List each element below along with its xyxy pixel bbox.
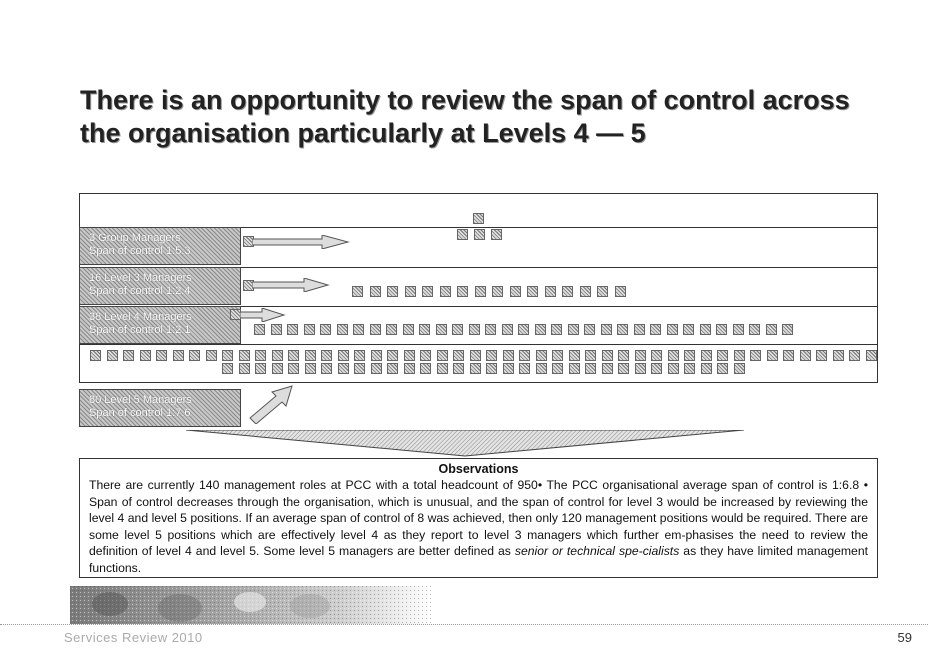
level-name: 80 Level 5 Managers: [89, 394, 192, 406]
level-5-manager-square: [321, 350, 332, 361]
level-5-manager-square: [701, 350, 712, 361]
level-name: 16 Level 3 Managers: [89, 272, 192, 284]
level-5-manager-square: [420, 363, 431, 374]
arrow-right-icon: [252, 235, 352, 249]
level-4-manager-square: [601, 324, 612, 335]
level-5-manager-square: [222, 350, 233, 361]
level-5-manager-square: [404, 363, 415, 374]
level-5-manager-square: [833, 350, 844, 361]
level-5-manager-square: [503, 350, 514, 361]
level-4-manager-square: [568, 324, 579, 335]
level-3-manager-square: [387, 286, 398, 297]
level-3-manager-square: [545, 286, 556, 297]
level-5-manager-square: [750, 350, 761, 361]
level-4-manager-square: [700, 324, 711, 335]
level-5-manager-square: [569, 350, 580, 361]
level-4-manager-square: [535, 324, 546, 335]
level-name: 3 Group Managers: [89, 232, 181, 244]
level-5-manager-square: [552, 363, 563, 374]
level-5-manager-square: [321, 363, 332, 374]
level-5-manager-square: [437, 350, 448, 361]
level-5-manager-square: [107, 350, 118, 361]
level-5-manager-square: [420, 350, 431, 361]
level-3-manager-square: [352, 286, 363, 297]
arrow-right-icon: [252, 278, 332, 292]
level-4-manager-square: [766, 324, 777, 335]
level-4-manager-square: [452, 324, 463, 335]
manager-square: [473, 213, 484, 224]
level-5-manager-square: [453, 363, 464, 374]
footer-label: Services Review 2010: [64, 630, 203, 645]
level-4-manager-square: [320, 324, 331, 335]
level-5-manager-square: [816, 350, 827, 361]
level-5-manager-square: [123, 350, 134, 361]
level-4-manager-square: [254, 324, 265, 335]
observations-tail: as they have limited management functions.: [89, 544, 868, 575]
level-5-manager-square: [470, 363, 481, 374]
level-5-manager-square: [437, 363, 448, 374]
group-manager-square: [474, 229, 485, 240]
level-5-manager-square: [717, 363, 728, 374]
page-number: 59: [897, 630, 912, 645]
level-3-manager-square: [457, 286, 468, 297]
level-4-manager-square: [782, 324, 793, 335]
level-5-manager-square: [684, 363, 695, 374]
observations-heading: Observations: [438, 462, 519, 476]
level-box-level-5: [79, 389, 241, 427]
level-3-manager-square: [492, 286, 503, 297]
level-5-manager-square: [453, 350, 464, 361]
level-5-manager-square: [222, 363, 233, 374]
level-5-manager-square: [470, 350, 481, 361]
arrow-up-right-icon: [246, 384, 296, 424]
level-5-manager-square: [651, 363, 662, 374]
level-4-manager-square: [667, 324, 678, 335]
level-5-manager-square: [684, 350, 695, 361]
level-3-manager-square: [405, 286, 416, 297]
observations-box: [79, 458, 878, 578]
level-5-manager-square: [635, 363, 646, 374]
level-4-manager-square: [337, 324, 348, 335]
level-5-manager-square: [338, 363, 349, 374]
group-manager-square: [491, 229, 502, 240]
level-4-manager-square: [485, 324, 496, 335]
level-3-manager-square: [475, 286, 486, 297]
level-5-manager-square: [618, 363, 629, 374]
observations-body: There are currently 140 management roles at PCC with a total headcount of 950• The PCC organisational average span of control is 1:6.8 • Span of control decreases through the organisation, which is unusual, and the span of control for level 3 would be increased by reviewing the level 4 and level 5 positions. If an average span of control of 8 was achieved, then only 120 management positions would be required. There are some level 5 positions which are effectively level 4 as they report to level 3 managers which further em-phasises the need to review the definition of level 4 and level 5. Some level 5 managers are better defined as: [89, 478, 868, 558]
level-5-manager-square: [272, 350, 283, 361]
level-5-manager-square: [668, 350, 679, 361]
group-manager-square: [457, 229, 468, 240]
level-5-manager-square: [767, 350, 778, 361]
level-4-manager-square: [386, 324, 397, 335]
level-5-manager-square: [288, 363, 299, 374]
level-4-manager-square: [551, 324, 562, 335]
level-4-manager-square: [733, 324, 744, 335]
level-5-manager-square: [602, 363, 613, 374]
level-3-manager-square: [440, 286, 451, 297]
photo-strip: [70, 586, 432, 624]
level-4-manager-square: [353, 324, 364, 335]
level-5-manager-square: [173, 350, 184, 361]
level-box-group-managers: [79, 227, 241, 265]
level-4-manager-square: [271, 324, 282, 335]
level-5-manager-square: [371, 363, 382, 374]
level-3-manager-square: [597, 286, 608, 297]
level-3-manager-square: [615, 286, 626, 297]
level-5-manager-square: [486, 363, 497, 374]
level-4-manager-square: [749, 324, 760, 335]
level-5-manager-square: [239, 350, 250, 361]
level-4-manager-square: [634, 324, 645, 335]
band-divider: [80, 344, 877, 345]
level-5-manager-square: [288, 350, 299, 361]
level-3-manager-square: [370, 286, 381, 297]
level-3-manager-square: [510, 286, 521, 297]
level-5-manager-square: [734, 350, 745, 361]
observations-italic: senior or technical spe-cialists: [514, 544, 680, 558]
level-4-manager-square: [469, 324, 480, 335]
level-4-manager-square: [419, 324, 430, 335]
level-5-manager-square: [552, 350, 563, 361]
level-5-manager-square: [585, 350, 596, 361]
level-4-manager-square: [617, 324, 628, 335]
level-4-manager-square: [716, 324, 727, 335]
level-span: Span of control 1:5.3: [89, 245, 191, 257]
arrow-right-icon: [240, 308, 286, 322]
level-name: 38 Level 4 Managers: [89, 311, 192, 323]
level-5-manager-square: [635, 350, 646, 361]
level-5-manager-square: [618, 350, 629, 361]
level-5-manager-square: [338, 350, 349, 361]
level-5-manager-square: [156, 350, 167, 361]
level-5-manager-square: [536, 350, 547, 361]
level-4-manager-square: [502, 324, 513, 335]
level-4-manager-square: [518, 324, 529, 335]
level-5-manager-square: [602, 350, 613, 361]
level-4-manager-square: [304, 324, 315, 335]
level-5-manager-square: [651, 350, 662, 361]
level-4-manager-square: [436, 324, 447, 335]
level-span: Span of control 1:2.1: [89, 324, 191, 336]
level-box-level-3: [79, 267, 241, 305]
level-box-level-4: [79, 306, 241, 344]
level-4-manager-square: [584, 324, 595, 335]
level-4-manager-square: [683, 324, 694, 335]
level-3-manager-square: [422, 286, 433, 297]
level-5-manager-square: [404, 350, 415, 361]
title-line-2: the organisation particularly at Levels 4 — 5: [80, 118, 646, 148]
level-5-manager-square: [668, 363, 679, 374]
level-5-manager-square: [305, 363, 316, 374]
level-5-manager-square: [272, 363, 283, 374]
level-5-manager-square: [354, 350, 365, 361]
level-span: Span of control 1:2.4: [89, 285, 191, 297]
level-4-manager-square: [370, 324, 381, 335]
level-5-manager-square: [305, 350, 316, 361]
level-5-manager-square: [387, 350, 398, 361]
level-5-manager-square: [503, 363, 514, 374]
level-5-manager-square: [387, 363, 398, 374]
level-5-manager-square: [866, 350, 877, 361]
level-5-manager-square: [255, 350, 266, 361]
level-5-manager-square: [371, 350, 382, 361]
level-5-manager-square: [734, 363, 745, 374]
level-4-manager-square: [403, 324, 414, 335]
level-5-manager-square: [519, 363, 530, 374]
down-arrow-icon: [186, 430, 746, 458]
level-3-manager-square: [580, 286, 591, 297]
level-5-manager-square: [536, 363, 547, 374]
level-4-manager-square: [287, 324, 298, 335]
level-5-manager-square: [255, 363, 266, 374]
level-5-manager-square: [189, 350, 200, 361]
level-5-manager-square: [519, 350, 530, 361]
page-title: [80, 84, 880, 150]
level-5-manager-square: [206, 350, 217, 361]
level-5-manager-square: [354, 363, 365, 374]
level-span: Span of control 1:7.6: [89, 407, 191, 419]
title-line-1: There is an opportunity to review the span of control across: [80, 85, 850, 115]
level-5-manager-square: [585, 363, 596, 374]
level-5-manager-square: [800, 350, 811, 361]
level-5-manager-square: [569, 363, 580, 374]
footer-divider: [0, 624, 928, 625]
level-5-manager-square: [783, 350, 794, 361]
level-5-manager-square: [140, 350, 151, 361]
level-5-manager-square: [486, 350, 497, 361]
level-5-manager-square: [849, 350, 860, 361]
level-3-manager-square: [527, 286, 538, 297]
level-5-manager-square: [239, 363, 250, 374]
level-5-manager-square: [717, 350, 728, 361]
level-5-manager-square: [701, 363, 712, 374]
observations-text: [89, 477, 868, 576]
level-5-manager-square: [90, 350, 101, 361]
level-4-manager-square: [650, 324, 661, 335]
level-3-manager-square: [562, 286, 573, 297]
